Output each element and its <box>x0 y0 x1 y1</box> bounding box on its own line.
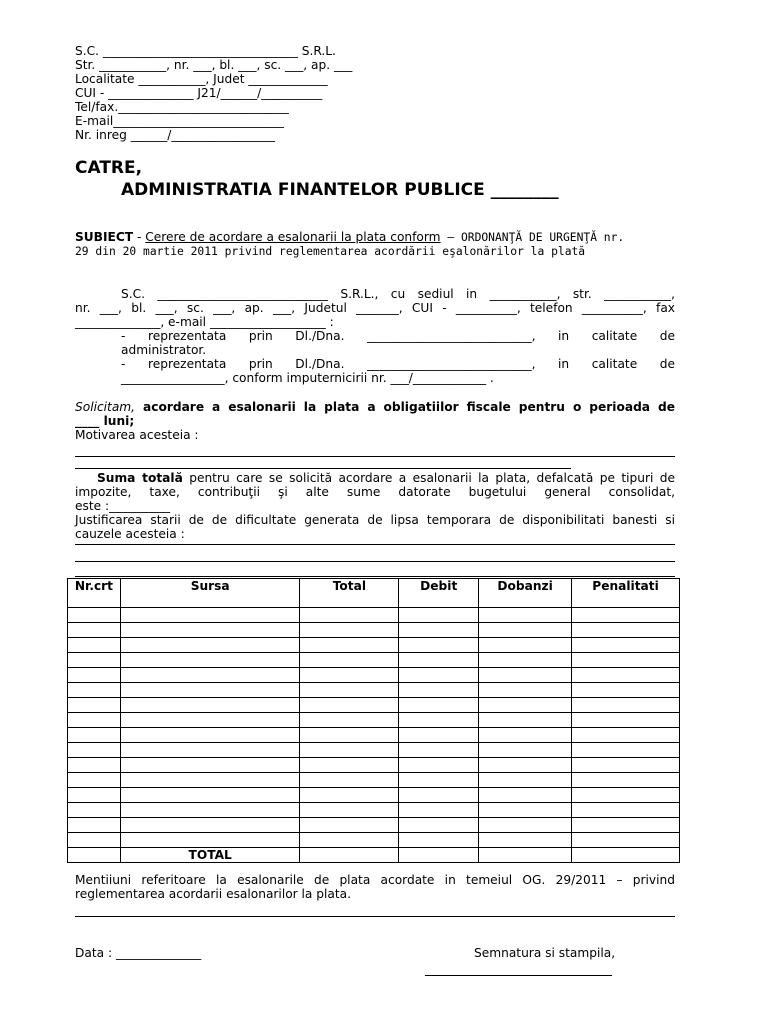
table-row <box>68 833 680 848</box>
table-cell <box>572 818 680 833</box>
table-row <box>68 638 680 653</box>
table-cell <box>399 653 479 668</box>
table-cell <box>399 638 479 653</box>
request-solicitam: Solicitam, <box>75 400 136 414</box>
amount-line-3: este :__________ <box>75 499 171 513</box>
date-field: Data : ______________ <box>75 946 202 960</box>
table-cell <box>68 833 121 848</box>
table-row <box>68 803 680 818</box>
request-line-1 <box>75 400 675 414</box>
table-cell <box>572 713 680 728</box>
table-row <box>68 818 680 833</box>
table-cell <box>68 683 121 698</box>
table-cell <box>300 818 399 833</box>
table-row <box>68 608 680 623</box>
table-cell <box>120 608 300 623</box>
amount-line-1 <box>97 471 675 485</box>
table-cell <box>572 848 680 863</box>
header-company-line: S.C. ________________________________ S.R.L. <box>75 44 336 58</box>
table-row <box>68 683 680 698</box>
table-cell <box>68 623 121 638</box>
table-cell <box>300 728 399 743</box>
table-cell <box>572 728 680 743</box>
table-row <box>68 653 680 668</box>
table-cell <box>479 653 572 668</box>
company-line-2: nr. ___, bl. ___, sc. ___, ap. ___, Judetul _______, CUI - __________, telefon __________, fax <box>75 301 675 315</box>
table-cell <box>572 803 680 818</box>
subject-line <box>75 230 624 245</box>
table-cell <box>479 713 572 728</box>
justification-line-b <box>75 561 675 562</box>
table-cell <box>572 623 680 638</box>
col-penalitati: Penalitati <box>572 579 680 608</box>
table-row <box>68 728 680 743</box>
col-nr-crt: Nr.crt <box>68 579 121 608</box>
header-reg-number-line: Nr. inreg ______/_________________ <box>75 128 275 142</box>
col-debit: Debit <box>399 579 479 608</box>
table-cell <box>399 713 479 728</box>
table-cell <box>300 773 399 788</box>
header-locality-line: Localitate ___________, Judet _____________ <box>75 72 328 86</box>
addressee-to: CATRE, <box>75 158 143 178</box>
table-cell <box>68 638 121 653</box>
table-cell <box>479 833 572 848</box>
table-cell <box>120 728 300 743</box>
signature-label: Semnatura si stampila, <box>474 946 616 960</box>
table-row <box>68 623 680 638</box>
table-header-row <box>68 579 680 608</box>
table-row <box>68 668 680 683</box>
subject-request: Cerere de acordare a esalonarii la plata conform <box>145 230 441 244</box>
table-cell <box>572 773 680 788</box>
table-cell <box>479 788 572 803</box>
mentions-line <box>75 916 675 917</box>
header-cui-line: CUI - ______________ J21/______/__________ <box>75 86 323 100</box>
table-cell <box>479 743 572 758</box>
col-sursa: Sursa <box>120 579 300 608</box>
table-cell <box>300 653 399 668</box>
table-cell <box>68 743 121 758</box>
table-cell <box>399 788 479 803</box>
table-cell <box>399 833 479 848</box>
addressee-institution: ADMINISTRATIA FINANTELOR PUBLICE ________ <box>121 180 559 200</box>
subject-dash: - <box>133 230 146 244</box>
table-row <box>68 773 680 788</box>
justification-line-2: cauzele acesteia : <box>75 527 185 541</box>
representative-1-line-1: - reprezentata prin Dl./Dna. ___________________________, in calitate de <box>121 329 675 343</box>
motivation-line-1 <box>75 456 675 457</box>
table-cell <box>68 668 121 683</box>
table-cell <box>572 608 680 623</box>
amount-line-1-rest: pentru care se solicită acordare a esalonarii la plata, defalcată pe tipuri de <box>182 471 676 485</box>
table-cell <box>68 788 121 803</box>
table-cell <box>300 833 399 848</box>
table-cell <box>300 848 399 863</box>
table-cell <box>572 638 680 653</box>
table-cell <box>572 758 680 773</box>
table-cell <box>479 698 572 713</box>
header-telfax-line: Tel/fax.____________________________ <box>75 100 289 114</box>
table-cell <box>120 668 300 683</box>
table-cell <box>68 713 121 728</box>
table-cell <box>399 623 479 638</box>
table-row <box>68 788 680 803</box>
table-cell <box>300 638 399 653</box>
table-cell <box>300 698 399 713</box>
table-cell <box>399 773 479 788</box>
table-cell <box>68 758 121 773</box>
table-cell <box>120 803 300 818</box>
representative-1-line-2: administrator. <box>121 343 207 357</box>
table-cell <box>300 683 399 698</box>
table-cell <box>399 668 479 683</box>
table-cell <box>120 698 300 713</box>
table-cell <box>120 683 300 698</box>
table-row <box>68 698 680 713</box>
table-cell <box>479 848 572 863</box>
motivation-line-2 <box>75 468 571 469</box>
amount-label: Suma totală <box>97 471 183 485</box>
table-cell <box>572 833 680 848</box>
representative-2-line-2: _________________, conform imputernicirii nr. ___/____________ . <box>121 371 494 385</box>
signature-line <box>425 975 612 976</box>
table-cell <box>120 773 300 788</box>
header-email-line: E-mail____________________________ <box>75 114 284 128</box>
table-cell <box>120 743 300 758</box>
table-cell <box>479 638 572 653</box>
justification-line-1: Justificarea starii de de dificultate generata de lipsa temporara de disponibilitati banesti si <box>75 513 675 527</box>
table-cell <box>479 818 572 833</box>
table-cell <box>68 653 121 668</box>
table-total-row <box>68 848 680 863</box>
table-body <box>68 608 680 863</box>
obligations-table <box>67 578 680 863</box>
table-cell <box>479 773 572 788</box>
table-cell <box>399 803 479 818</box>
company-line-1: S.C. ____________________________ S.R.L., cu sediul in ___________, str. ___________, <box>121 287 675 301</box>
motivation-label: Motivarea acesteia : <box>75 428 199 442</box>
subject-ordinance-2: 29 din 20 martie 2011 privind reglementarea acordării eşalonărilor la plată <box>75 245 586 258</box>
amount-line-2: impozite, taxe, contribuţii şi alte sume datorate bugetului general consolidat, <box>75 485 675 499</box>
table-cell <box>399 698 479 713</box>
table-cell <box>300 713 399 728</box>
table-row <box>68 758 680 773</box>
table-cell <box>120 818 300 833</box>
table-cell <box>120 833 300 848</box>
table-cell <box>479 608 572 623</box>
table-cell <box>68 773 121 788</box>
table-cell <box>120 788 300 803</box>
request-text-1: acordare a esalonarii la plata a obligatiilor fiscale pentru o perioada de <box>135 400 675 414</box>
table-cell <box>120 758 300 773</box>
col-dobanzi: Dobanzi <box>479 579 572 608</box>
table-cell <box>68 818 121 833</box>
table-cell <box>399 608 479 623</box>
table-cell <box>300 668 399 683</box>
table-cell <box>300 608 399 623</box>
table-cell <box>572 788 680 803</box>
header-street-line: Str. ___________, nr. ___, bl. ___, sc. ___, ap. ___ <box>75 58 353 72</box>
table-cell <box>479 668 572 683</box>
table-cell <box>479 803 572 818</box>
table-cell <box>572 668 680 683</box>
table-cell <box>68 728 121 743</box>
table-cell <box>399 818 479 833</box>
table-cell <box>300 788 399 803</box>
table-cell <box>68 848 121 863</box>
table-cell <box>399 683 479 698</box>
col-total: Total <box>300 579 399 608</box>
table-cell <box>120 623 300 638</box>
table-cell <box>479 623 572 638</box>
request-text-2: ____ luni; <box>75 414 135 428</box>
table-cell <box>572 653 680 668</box>
company-line-3: ______________, e-mail ___________________ : <box>75 315 334 329</box>
table-cell <box>300 623 399 638</box>
table-cell <box>120 638 300 653</box>
table-cell <box>300 758 399 773</box>
table-cell <box>120 713 300 728</box>
justification-line-c <box>75 576 675 577</box>
table-cell <box>300 803 399 818</box>
table-cell <box>399 758 479 773</box>
subject-label: SUBIECT <box>75 230 134 244</box>
table-cell <box>68 698 121 713</box>
justification-line-a <box>75 544 675 545</box>
table-cell <box>572 683 680 698</box>
table-cell <box>479 683 572 698</box>
representative-2-line-1: - reprezentata prin Dl./Dna. ___________________________, in calitate de <box>121 357 675 371</box>
table-cell <box>399 848 479 863</box>
table-cell <box>479 728 572 743</box>
table-row <box>68 713 680 728</box>
table-cell <box>399 728 479 743</box>
table-cell <box>479 758 572 773</box>
table-cell <box>399 743 479 758</box>
mentions-line-2: reglementarea acordarii esalonarilor la plata. <box>75 887 351 901</box>
subject-ordinance-1: – ORDONANŢĂ DE URGENŢĂ nr. <box>440 231 625 244</box>
mentions-line-1: Mentiiuni referitoare la esalonarile de plata acordate in temeiul OG. 29/2011 – privind <box>75 873 675 887</box>
table-cell <box>68 803 121 818</box>
table-cell <box>120 653 300 668</box>
table-row <box>68 743 680 758</box>
table-cell <box>572 743 680 758</box>
table-cell <box>68 608 121 623</box>
table-cell <box>300 743 399 758</box>
table-cell <box>572 698 680 713</box>
total-label-cell: TOTAL <box>120 848 300 863</box>
